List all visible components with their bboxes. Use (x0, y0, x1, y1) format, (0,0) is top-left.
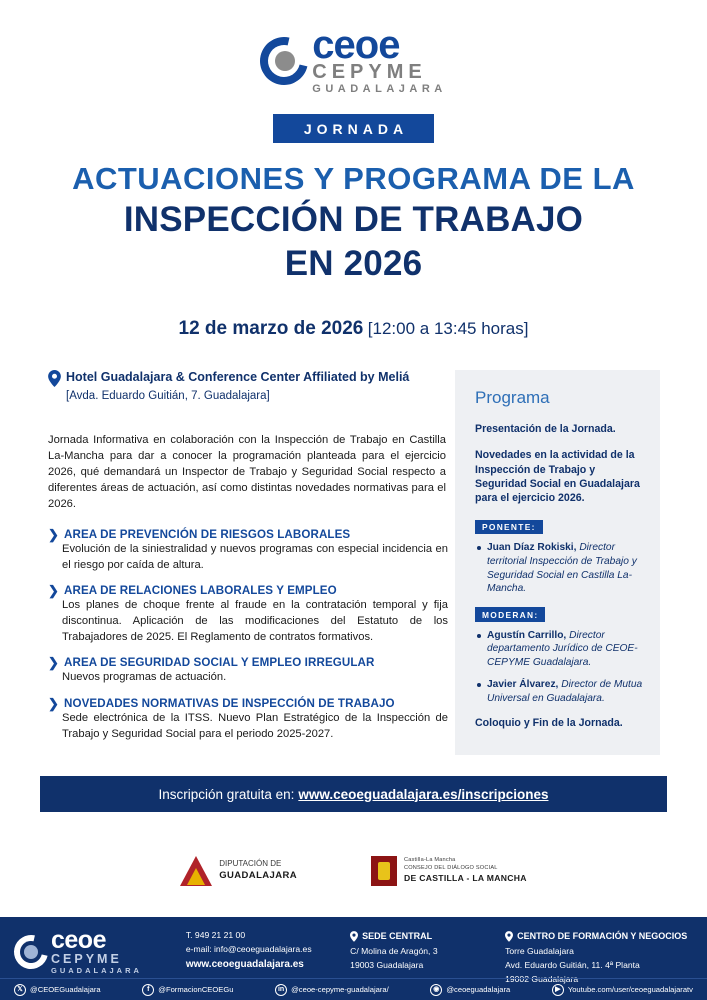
footer-logo-ceoe: ceoe (51, 926, 106, 954)
social-handle[interactable]: Youtube.com/user/ceoeguadalajaratv (567, 985, 693, 994)
facebook-icon[interactable]: f (142, 984, 154, 996)
moderador-role: Director de Mutua Universal en Guadalajara. (487, 679, 643, 704)
moderador-entry (487, 629, 644, 670)
inscription-bar[interactable] (40, 776, 667, 812)
area-title: AREA DE RELACIONES LABORALES Y EMPLEO (64, 584, 337, 598)
chevron-right-icon: ❯ (48, 527, 59, 542)
footer-centro-head: CENTRO DE FORMACIÓN Y NEGOCIOS (517, 931, 688, 941)
footer-sede-central (350, 929, 491, 973)
event-date (0, 318, 707, 340)
programa-item-presentacion: Presentación de la Jornada. (475, 423, 616, 435)
title-line-2: INSPECCIÓN DE TRABAJO (123, 200, 584, 240)
diputacion-icon (180, 856, 212, 886)
event-time-text: [12:00 a 13:45 horas] (367, 319, 529, 338)
consejo-dialogo-social-logo (371, 856, 527, 886)
diputacion-logo (180, 856, 297, 886)
footer-logo-cepyme: CEPYME (51, 951, 122, 966)
social-facebook[interactable] (142, 984, 233, 996)
title-line-1: ACTUACIONES Y PROGRAMA DE LA (72, 161, 635, 196)
area-body: Los planes de choque frente al fraude en la contratación temporal y fija discontinua. Aplicación de las modificaciones del Estatuto de los Trabajadores de 2025. El Reglamento de contratos formativos. (62, 599, 448, 643)
area-title: NOVEDADES NORMATIVAS DE INSPECCIÓN DE TRABAJO (64, 697, 395, 711)
chevron-right-icon: ❯ (48, 696, 59, 712)
area-title: AREA DE SEGURIDAD SOCIAL Y EMPLEO IRREGULAR (64, 656, 375, 670)
venue-block (48, 370, 448, 402)
venue-address: [Avda. Eduardo Guitián, 7. Guadalajara] (66, 390, 270, 402)
area-item (48, 584, 448, 645)
jcc-top-text: Castilla-La Mancha (404, 856, 456, 863)
ponente-tag: PONENTE: (475, 520, 543, 535)
area-body: Evolución de la siniestralidad y nuevos programas con especial incidencia en el riesgo por caída de altura. (62, 543, 448, 571)
programa-item-novedades: Novedades en la actividad de la Inspección de Trabajo y Seguridad Social en Guadalajara para el ejercicio 2026. (475, 449, 640, 505)
chevron-right-icon: ❯ (48, 583, 59, 599)
linkedin-icon[interactable]: in (275, 984, 287, 996)
chevron-right-icon: ❯ (48, 655, 59, 671)
footer-sede-line1: C/ Molina de Aragón, 3 (350, 946, 438, 957)
ceoe-logo-icon (14, 935, 48, 969)
location-pin-icon (350, 931, 358, 942)
ceoe-logo-header (0, 23, 707, 95)
areas-list (48, 528, 448, 753)
diputacion-small-text: DIPUTACIÓN DE (219, 859, 282, 869)
instagram-icon[interactable]: ◉ (430, 984, 442, 996)
logo-city-text: GUADALAJARA (312, 83, 447, 95)
footer-contact (186, 929, 336, 973)
footer-web[interactable]: www.ceoeguadalajara.es (185, 958, 304, 970)
footer-social-bar (0, 978, 707, 1000)
social-youtube[interactable] (552, 984, 693, 996)
footer-sede-line2: 19003 Guadalajara (350, 960, 424, 971)
diputacion-big-text: GUADALAJARA (219, 869, 297, 881)
moderador-name: Javier Álvarez, (487, 679, 559, 691)
social-instagram[interactable] (430, 984, 510, 996)
footer-phone: T. 949 21 21 00 (185, 930, 246, 940)
ponente-entry (487, 541, 644, 595)
area-item (48, 697, 448, 742)
jornada-badge-wrap (0, 114, 707, 143)
social-handle[interactable]: @FormacionCEOEGu (158, 985, 234, 994)
logo-ceoe-text: ceoe (312, 23, 400, 67)
social-linkedin[interactable] (275, 984, 389, 996)
sponsor-logos (0, 856, 707, 886)
footer-centro-line1: Torre Guadalajara (505, 946, 574, 957)
inscription-label: Inscripción gratuita en: (158, 786, 295, 802)
jcc-small-text: CONSEJO DEL DIÁLOGO SOCIAL (404, 864, 498, 871)
social-x[interactable] (14, 984, 101, 996)
footer-email[interactable]: e-mail: info@ceoeguadalajara.es (185, 943, 312, 954)
footer-centro-line3: 19002 Guadalajara (505, 973, 579, 984)
event-date-text: 12 de marzo de 2026 (178, 318, 364, 339)
location-pin-icon (48, 370, 61, 387)
programa-heading: Programa (475, 388, 550, 407)
ceoe-logo-icon (260, 37, 308, 85)
programa-panel (455, 370, 660, 755)
ponente-role: Director territorial Inspección de Trabajo y Seguridad Social en Castilla La-Mancha. (487, 542, 637, 595)
jcc-big-text: DE CASTILLA - LA MANCHA (404, 873, 527, 884)
footer-centro-line2: Avd. Eduardo Guitián, 11. 4ª Planta (505, 960, 640, 971)
area-body: Sede electrónica de la ITSS. Nuevo Plan Estratégico de la Inspección de Trabajo y Seguridad Social para el periodo 2025-2027. (62, 712, 448, 740)
page-title (0, 160, 707, 285)
footer-sede-head: SEDE CENTRAL (362, 931, 433, 941)
logo-cepyme-text: CEPYME (312, 61, 427, 83)
moderador-role: Director departamento Jurídico de CEOE-CEPYME Guadalajara. (487, 629, 638, 668)
jornada-badge: JORNADA (273, 114, 434, 143)
intro-paragraph: Jornada Informativa en colaboración con la Inspección de Trabajo en Castilla La-Mancha para dar a conocer la programación planteada para el ejercicio 2026, qué demandará un Inspector de Trabajo y Seguridad Social respecto a diferentes áreas de actuación, así como distintas novedades normativas para el 2026. (48, 434, 446, 510)
area-body: Nuevos programas de actuación. (62, 671, 227, 684)
x-icon[interactable]: 𝕏 (14, 984, 26, 996)
footer (0, 917, 707, 1000)
title-line-3: EN 2026 (284, 244, 423, 284)
location-pin-icon (505, 931, 513, 942)
social-handle[interactable]: @ceoe-cepyme-guadalajara/ (291, 985, 389, 994)
social-handle[interactable]: @ceoeguadalajara (446, 985, 511, 994)
moderador-entry (487, 678, 644, 705)
ponente-name: Juan Díaz Rokiski, (487, 542, 577, 554)
inscription-link[interactable]: www.ceoeguadalajara.es/inscripciones (298, 786, 549, 802)
social-handle[interactable]: @CEOEGuadalajara (30, 985, 101, 994)
footer-logo (14, 926, 172, 975)
castilla-la-mancha-icon (371, 856, 397, 886)
area-item (48, 656, 448, 686)
moderan-tag: MODERAN: (475, 607, 545, 622)
footer-logo-city: GUADALAJARA (51, 965, 142, 975)
area-title: AREA DE PREVENCIÓN DE RIESGOS LABORALES (64, 528, 351, 541)
youtube-icon[interactable]: ▶ (552, 984, 564, 996)
venue-name: Hotel Guadalajara & Conference Center Affiliated by Meliá (66, 370, 410, 384)
area-item (48, 528, 448, 573)
programa-item-coloquio: Coloquio y Fin de la Jornada. (475, 716, 623, 729)
moderador-name: Agustín Carrillo, (487, 629, 567, 641)
